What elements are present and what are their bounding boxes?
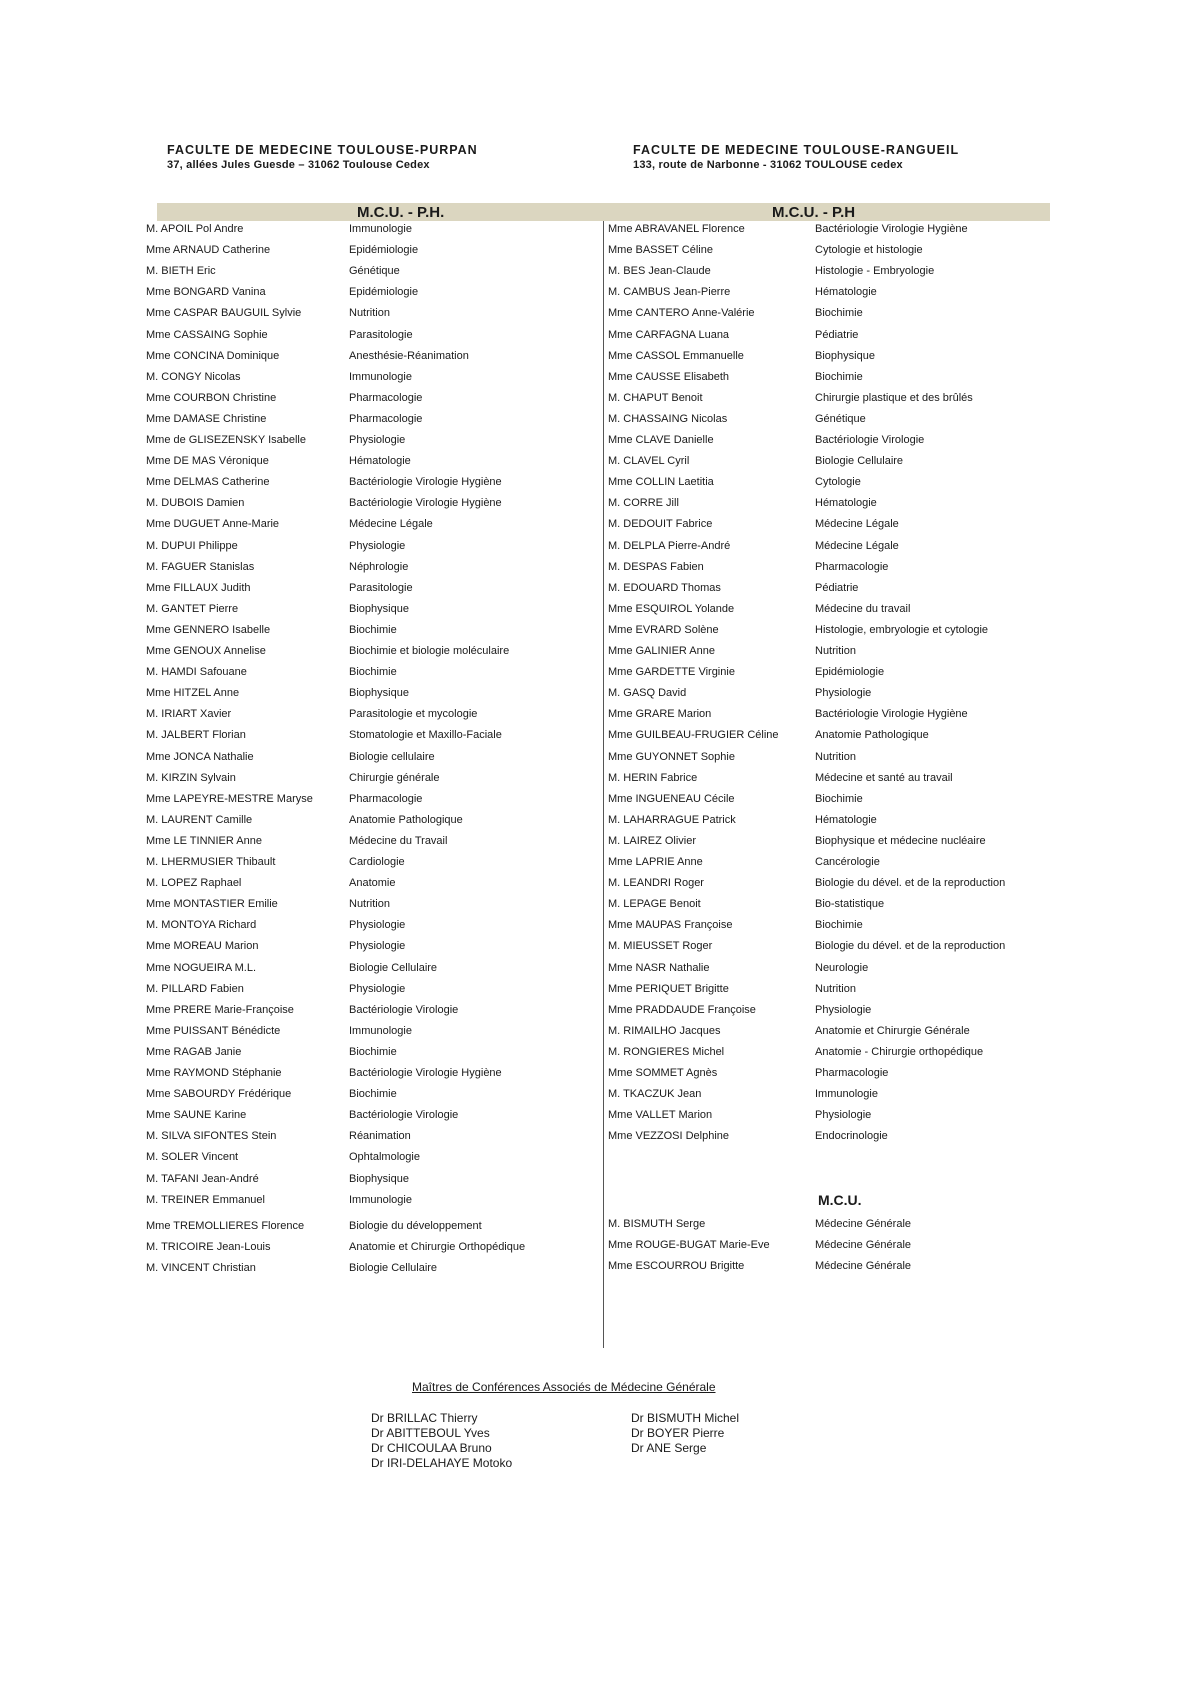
associate-name: Dr ANE Serge	[631, 1441, 707, 1455]
staff-name: M. CHAPUT Benoit	[608, 391, 703, 404]
staff-specialty: Physiologie	[349, 940, 406, 953]
associate-name: Dr BOYER Pierre	[631, 1426, 725, 1440]
staff-name: M. LEPAGE Benoit	[608, 898, 701, 911]
staff-specialty: Biophysique	[349, 687, 409, 700]
staff-name: Mme MOREAU Marion	[146, 940, 259, 953]
staff-specialty: Cancérologie	[815, 856, 880, 868]
associates-list-right	[631, 1411, 739, 1456]
staff-specialty: Parasitologie	[349, 581, 413, 594]
faculty-address: 133, route de Narbonne - 31062 TOULOUSE cedex	[633, 159, 903, 171]
staff-specialty: Bactériologie Virologie	[349, 1109, 459, 1122]
faculty-header-purpan	[167, 143, 478, 171]
staff-specialty: Epidémiologie	[349, 286, 419, 299]
staff-name: M. DESPAS Fabien	[608, 560, 704, 573]
associates-list-left	[371, 1411, 512, 1471]
mcu-section-title: M.C.U.	[818, 1192, 862, 1208]
staff-specialty: Hématologie	[815, 813, 877, 826]
staff-name: Mme MONTASTIER Emilie	[146, 898, 278, 911]
staff-name: Mme DELMAS Catherine	[146, 476, 270, 489]
associate-name: Dr ABITTEBOUL Yves	[371, 1426, 490, 1440]
staff-name: M. LAURENT Camille	[146, 813, 253, 826]
staff-name: M. TRICOIRE Jean-Louis	[146, 1240, 271, 1253]
staff-specialty: Immunologie	[349, 1024, 412, 1037]
staff-name: Mme DAMASE Christine	[146, 412, 267, 425]
staff-name: Mme JONCA Nathalie	[146, 750, 254, 763]
staff-specialty: Néphrologie	[349, 560, 409, 573]
staff-name: Mme FILLAUX Judith	[146, 581, 251, 594]
staff-specialty: Biophysique et médecine nucléaire	[815, 834, 986, 847]
staff-specialty: Biologie Cellulaire	[815, 455, 904, 468]
staff-name: Mme EVRARD Solène	[608, 623, 719, 636]
staff-specialty: Biochimie	[349, 1045, 397, 1058]
staff-specialty: Anatomie Pathologique	[349, 813, 463, 826]
staff-specialty: Bio-statistique	[815, 898, 885, 911]
staff-specialty: Nutrition	[815, 982, 856, 995]
staff-specialty: Médecine et santé au travail	[815, 771, 953, 784]
staff-name: Mme CARFAGNA Luana	[608, 328, 730, 341]
staff-name: M. CONGY Nicolas	[146, 370, 241, 383]
staff-specialty: Anatomie Pathologique	[815, 729, 929, 742]
staff-name: M. PILLARD Fabien	[146, 982, 244, 995]
staff-specialty: Chirurgie plastique et des brûlés	[815, 391, 973, 404]
staff-specialty: Pharmacologie	[815, 1067, 889, 1079]
staff-specialty: Epidémiologie	[815, 666, 885, 679]
staff-name: M. GASQ David	[608, 687, 687, 700]
staff-name: Mme ESQUIROL Yolande	[608, 602, 735, 615]
staff-name: Mme VEZZOSI Delphine	[608, 1130, 730, 1143]
staff-specialty: Stomatologie et Maxillo-Faciale	[349, 729, 502, 742]
staff-name: Mme BASSET Céline	[608, 244, 713, 257]
staff-name: M. RIMAILHO Jacques	[608, 1024, 721, 1037]
associate-name: Dr BISMUTH Michel	[631, 1411, 740, 1425]
staff-name: M. BIETH Eric	[146, 265, 216, 278]
faculty-title: FACULTE DE MEDECINE TOULOUSE-RANGUEIL	[633, 143, 960, 157]
staff-specialty: Cytologie et histologie	[815, 244, 923, 257]
staff-specialty: Biophysique	[349, 1172, 409, 1185]
staff-specialty: Nutrition	[815, 750, 856, 763]
staff-name: Mme INGUENEAU Cécile	[608, 792, 735, 805]
staff-specialty: Parasitologie	[349, 328, 413, 341]
staff-name: M. CLAVEL Cyril	[608, 455, 690, 468]
staff-name: Mme DUGUET Anne-Marie	[146, 518, 280, 531]
staff-specialty: Hématologie	[815, 497, 877, 510]
staff-specialty: Anatomie - Chirurgie orthopédique	[815, 1045, 984, 1058]
staff-name: Mme CONCINA Dominique	[146, 349, 280, 362]
staff-specialty: Physiologie	[349, 919, 406, 932]
staff-specialty: Anesthésie-Réanimation	[349, 349, 469, 362]
staff-name: Mme GENNERO Isabelle	[146, 623, 271, 636]
staff-name: M. GANTET Pierre	[146, 602, 239, 615]
staff-name: M. BISMUTH Serge	[608, 1218, 706, 1230]
staff-specialty: Physiologie	[349, 539, 406, 552]
staff-name: M. LEANDRI Roger	[608, 877, 704, 890]
staff-name: M. RONGIERES Michel	[608, 1045, 725, 1058]
staff-specialty: Physiologie	[349, 982, 406, 995]
staff-name: M. APOIL Pol Andre	[146, 223, 244, 235]
staff-specialty: Epidémiologie	[349, 244, 419, 257]
staff-name: Mme PRADDAUDE Françoise	[608, 1003, 756, 1016]
staff-specialty: Médecine Générale	[815, 1218, 912, 1230]
staff-name: Mme TREMOLLIERES Florence	[146, 1219, 305, 1232]
section-title-right: M.C.U. - P.H	[772, 204, 856, 221]
staff-specialty: Chirurgie générale	[349, 771, 440, 784]
staff-name: Mme SAUNE Karine	[146, 1109, 247, 1122]
staff-name: M. MIEUSSET Roger	[608, 940, 713, 953]
faculty-address: 37, allées Jules Guesde – 31062 Toulouse Cedex	[167, 159, 430, 171]
staff-name: Mme RAYMOND Stéphanie	[146, 1067, 282, 1079]
staff-specialty: Bactériologie Virologie Hygiène	[815, 708, 968, 721]
staff-specialty: Biologie du dével. et de la reproduction	[815, 940, 1006, 953]
section-band	[157, 203, 1050, 221]
staff-name: Mme CASPAR BAUGUIL Sylvie	[146, 307, 302, 320]
staff-name: M. CORRE Jill	[608, 497, 679, 510]
staff-name: M. DEDOUIT Fabrice	[608, 518, 713, 531]
column-divider	[603, 221, 604, 1348]
staff-specialty: Biochimie	[349, 666, 397, 679]
staff-name: Mme GARDETTE Virginie	[608, 666, 735, 679]
staff-specialty: Biochimie	[815, 307, 863, 320]
staff-name: Mme COLLIN Laetitia	[608, 476, 714, 489]
staff-name: Mme PUISSANT Bénédicte	[146, 1024, 281, 1037]
staff-specialty: Immunologie	[349, 370, 412, 383]
staff-specialty: Anatomie et Chirurgie Orthopédique	[349, 1240, 526, 1253]
staff-specialty: Médecine Générale	[815, 1239, 912, 1252]
staff-name: Mme ESCOURROU Brigitte	[608, 1260, 745, 1273]
staff-specialty: Parasitologie et mycologie	[349, 708, 478, 721]
staff-name: Mme MAUPAS Françoise	[608, 919, 733, 932]
staff-name: Mme LE TINNIER Anne	[146, 834, 262, 847]
staff-name: Mme PERIQUET Brigitte	[608, 982, 729, 995]
section-title-left: M.C.U. - P.H.	[357, 204, 445, 221]
staff-specialty: Biochimie et biologie moléculaire	[349, 645, 510, 657]
associate-name: Dr IRI-DELAHAYE Motoko	[371, 1456, 513, 1470]
staff-specialty: Biophysique	[815, 349, 875, 362]
staff-name: M. DELPLA Pierre-André	[608, 539, 731, 552]
staff-name: Mme ARNAUD Catherine	[146, 244, 271, 257]
staff-specialty: Bactériologie Virologie	[349, 1003, 459, 1016]
staff-specialty: Physiologie	[815, 687, 872, 700]
staff-specialty: Histologie - Embryologie	[815, 265, 935, 278]
staff-specialty: Médecine Générale	[815, 1260, 912, 1273]
staff-name: Mme CASSAING Sophie	[146, 328, 268, 341]
staff-name: M. CAMBUS Jean-Pierre	[608, 286, 731, 299]
staff-specialty: Nutrition	[815, 645, 856, 657]
staff-name: Mme ABRAVANEL Florence	[608, 223, 745, 235]
staff-name: M. BES Jean-Claude	[608, 265, 711, 278]
staff-specialty: Génétique	[349, 265, 400, 278]
staff-name: M. EDOUARD Thomas	[608, 581, 721, 594]
staff-specialty: Bactériologie Virologie Hygiène	[349, 497, 502, 510]
staff-specialty: Immunologie	[815, 1088, 878, 1101]
staff-name: M. HERIN Fabrice	[608, 771, 698, 784]
staff-name: Mme GUILBEAU-FRUGIER Céline	[608, 729, 779, 742]
staff-specialty: Bactériologie Virologie Hygiène	[349, 476, 502, 489]
staff-name: Mme LAPRIE Anne	[608, 856, 703, 868]
staff-name: Mme HITZEL Anne	[146, 687, 240, 700]
staff-name: M. TKACZUK Jean	[608, 1088, 702, 1101]
staff-specialty: Cardiologie	[349, 856, 405, 868]
staff-specialty: Endocrinologie	[815, 1130, 888, 1143]
faculty-header-rangueil	[633, 143, 959, 171]
staff-name: Mme de GLISEZENSKY Isabelle	[146, 434, 306, 446]
staff-specialty: Bactériologie Virologie Hygiène	[815, 223, 968, 235]
staff-name: Mme GUYONNET Sophie	[608, 750, 735, 763]
staff-name: Mme PRERE Marie-Françoise	[146, 1003, 294, 1016]
staff-specialty: Bactériologie Virologie Hygiène	[349, 1067, 502, 1079]
staff-specialty: Physiologie	[349, 434, 406, 446]
staff-name: M. CHASSAING Nicolas	[608, 412, 728, 425]
staff-specialty: Médecine Légale	[815, 539, 899, 552]
staff-name: Mme BONGARD Vanina	[146, 286, 266, 299]
staff-specialty: Médecine du Travail	[349, 834, 448, 847]
staff-specialty: Biochimie	[815, 919, 863, 932]
staff-specialty: Biochimie	[349, 623, 397, 636]
staff-name: M. LAIREZ Olivier	[608, 834, 697, 847]
staff-name: M. SOLER Vincent	[146, 1151, 239, 1164]
staff-specialty: Immunologie	[349, 1193, 412, 1206]
staff-specialty: Biologie du dével. et de la reproduction	[815, 877, 1006, 890]
staff-name: M. IRIART Xavier	[146, 708, 232, 721]
staff-name: Mme GRARE Marion	[608, 708, 712, 721]
staff-specialty: Biologie Cellulaire	[349, 1261, 438, 1274]
staff-specialty: Neurologie	[815, 961, 869, 974]
staff-name: Mme LAPEYRE-MESTRE Maryse	[146, 792, 313, 805]
staff-name: M. LOPEZ Raphael	[146, 877, 242, 890]
staff-name: Mme CASSOL Emmanuelle	[608, 349, 744, 362]
staff-name: M. TREINER Emmanuel	[146, 1193, 265, 1206]
associate-name: Dr CHICOULAA Bruno	[371, 1441, 492, 1455]
staff-name: Mme CLAVE Danielle	[608, 434, 714, 446]
staff-name: M. HAMDI Safouane	[146, 666, 247, 679]
staff-name: Mme GENOUX Annelise	[146, 645, 266, 657]
staff-name: M. JALBERT Florian	[146, 729, 246, 742]
staff-specialty: Médecine Légale	[815, 518, 899, 531]
staff-specialty: Pédiatrie	[815, 581, 859, 594]
staff-specialty: Immunologie	[349, 223, 412, 235]
staff-specialty: Génétique	[815, 412, 866, 425]
staff-name: M. LAHARRAGUE Patrick	[608, 813, 736, 826]
staff-specialty: Pédiatrie	[815, 328, 859, 341]
staff-name: Mme GALINIER Anne	[608, 645, 715, 657]
staff-specialty: Biologie Cellulaire	[349, 961, 438, 974]
staff-specialty: Pharmacologie	[349, 391, 423, 404]
staff-specialty: Ophtalmologie	[349, 1151, 420, 1164]
staff-name: M. DUBOIS Damien	[146, 497, 245, 510]
staff-name: M. LHERMUSIER Thibault	[146, 856, 276, 868]
associates-title: Maîtres de Conférences Associés de Médecine Générale	[412, 1380, 716, 1394]
staff-specialty: Pharmacologie	[349, 792, 423, 805]
faculty-title: FACULTE DE MEDECINE TOULOUSE-PURPAN	[167, 143, 478, 157]
staff-name: M. KIRZIN Sylvain	[146, 771, 236, 784]
staff-name: Mme DE MAS Véronique	[146, 455, 269, 468]
staff-name: Mme RAGAB Janie	[146, 1045, 242, 1058]
staff-specialty: Cytologie	[815, 476, 861, 489]
staff-specialty: Bactériologie Virologie	[815, 434, 925, 446]
staff-specialty: Histologie, embryologie et cytologie	[815, 623, 989, 636]
staff-specialty: Réanimation	[349, 1130, 411, 1143]
staff-name: Mme SOMMET Agnès	[608, 1067, 718, 1079]
staff-specialty: Biophysique	[349, 602, 409, 615]
staff-name: Mme NOGUEIRA M.L.	[146, 961, 257, 974]
staff-specialty: Physiologie	[815, 1003, 872, 1016]
staff-name: Mme COURBON Christine	[146, 391, 277, 404]
staff-name: M. TAFANI Jean-André	[146, 1172, 259, 1185]
staff-specialty: Médecine du travail	[815, 602, 911, 615]
staff-specialty: Hématologie	[815, 286, 877, 299]
staff-name: Mme ROUGE-BUGAT Marie-Eve	[608, 1239, 770, 1252]
staff-specialty: Hématologie	[349, 455, 411, 468]
staff-name: M. DUPUI Philippe	[146, 539, 238, 552]
staff-specialty: Anatomie et Chirurgie Générale	[815, 1024, 970, 1037]
staff-name: M. SILVA SIFONTES Stein	[146, 1130, 277, 1143]
staff-name: Mme VALLET Marion	[608, 1109, 713, 1122]
staff-name: Mme NASR Nathalie	[608, 961, 710, 974]
associate-name: Dr BRILLAC Thierry	[371, 1411, 478, 1425]
staff-specialty: Anatomie	[349, 877, 396, 890]
staff-specialty: Nutrition	[349, 307, 390, 320]
staff-specialty: Biochimie	[349, 1088, 397, 1101]
staff-specialty: Biologie cellulaire	[349, 750, 435, 763]
staff-name: M. MONTOYA Richard	[146, 919, 257, 932]
staff-specialty: Médecine Légale	[349, 518, 433, 531]
staff-specialty: Biochimie	[815, 792, 863, 805]
staff-specialty: Biologie du développement	[349, 1219, 482, 1232]
staff-name: Mme CAUSSE Elisabeth	[608, 370, 730, 383]
staff-specialty: Biochimie	[815, 370, 863, 383]
staff-name: Mme SABOURDY Frédérique	[146, 1088, 292, 1101]
staff-specialty: Nutrition	[349, 898, 390, 911]
staff-specialty: Physiologie	[815, 1109, 872, 1122]
staff-name: M. VINCENT Christian	[146, 1261, 256, 1274]
staff-name: M. FAGUER Stanislas	[146, 560, 255, 573]
staff-name: Mme CANTERO Anne-Valérie	[608, 307, 755, 320]
staff-specialty: Pharmacologie	[349, 412, 423, 425]
staff-specialty: Pharmacologie	[815, 560, 889, 573]
